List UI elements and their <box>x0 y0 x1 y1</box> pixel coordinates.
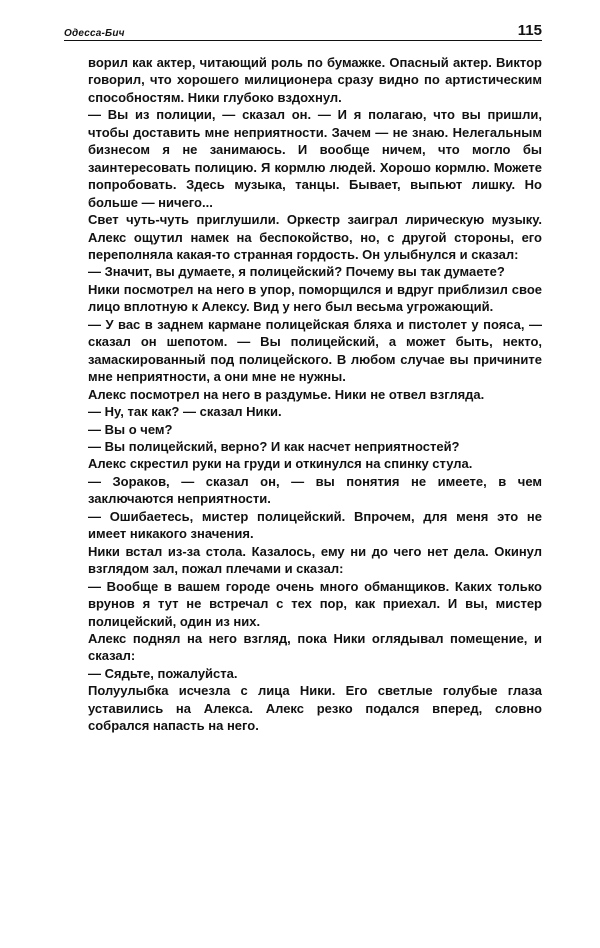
body-text <box>88 54 542 735</box>
running-head: Одесса-Бич <box>64 28 125 39</box>
header-rule <box>64 40 542 41</box>
paragraph: — Сядьте, пожалуйста. <box>88 665 238 681</box>
paragraph: Полуулыбка исчезла с лица Ники. Его светлые голубые глаза уставились на Алекса. Алекс резко подался вперед, словно собрался напасть на него. <box>88 683 542 734</box>
paragraph: ворил как актер, читающий роль по бумажке. Опасный актер. Виктор говорил, что хорошего милиционера сразу видно по артистическим способностям. Ники глубоко вздохнул. <box>88 55 542 105</box>
paragraph: — Зораков, — сказал он, — вы понятия не имеете, в чем заключаются неприятности. <box>88 473 542 507</box>
paragraph: Ники посмотрел на него в упор, поморщился и вдруг приблизил свое лицо вплотную к Алексу. Вид у него был весьма угрожающий. <box>88 281 542 315</box>
paragraph: — Вы полицейский, верно? И как насчет неприятностей? <box>88 438 460 454</box>
paragraph: — Вообще в вашем городе очень много обманщиков. Каких только врунов я тут не встречал с тех пор, как приехал. И вы, мистер полицейский, один из них. <box>88 578 542 629</box>
paragraph: Ники встал из-за стола. Казалось, ему ни до чего нет дела. Окинул взглядом зал, пожал плечами и сказал: <box>88 543 542 577</box>
paragraph: — Ну, так как? — сказал Ники. <box>88 404 282 420</box>
paragraph: Алекс посмотрел на него в раздумье. Ники не отвел взгляда. <box>88 386 485 402</box>
paragraph: — Значит, вы думаете, я полицейский? Почему вы так думаете? <box>88 264 505 280</box>
paragraph: Свет чуть-чуть приглушили. Оркестр заиграл лирическую музыку. Алекс ощутил намек на беспокойство, но, с другой стороны, его переполняла какая-то странная гордость. Он улыбнулся и сказал: <box>88 212 542 262</box>
paragraph: Алекс поднял на него взгляд, пока Ники оглядывал помещение, и сказал: <box>88 630 542 664</box>
page-number: 115 <box>517 22 542 39</box>
paragraph: — Ошибаетесь, мистер полицейский. Впрочем, для меня это не имеет никакого значения. <box>88 508 542 542</box>
page-header <box>64 22 542 44</box>
paragraph: Алекс скрестил руки на груди и откинулся на спинку стула. <box>88 456 473 472</box>
paragraph: — Вы о чем? <box>88 421 173 437</box>
paragraph: — Вы из полиции, — сказал он. — И я полагаю, что вы пришли, чтобы доставить мне неприятности. Зачем — не знаю. Нелегальным бизнесом я не занимаюсь. И вообще ничем, что могло бы заинтересовать полицию. Я кормлю людей. Хорошо кормлю. Можете попробовать. Здесь музыка, танцы. Бывает, выпьют лишку. Но больше — ничего... <box>88 107 542 210</box>
paragraph: — У вас в заднем кармане полицейская бляха и пистолет у пояса, — сказал он шепотом. — Вы полицейский, а может быть, некто, замаскированный под полицейского. В любом случае вы причините мне неприятности, а они мне не нужны. <box>88 316 542 385</box>
